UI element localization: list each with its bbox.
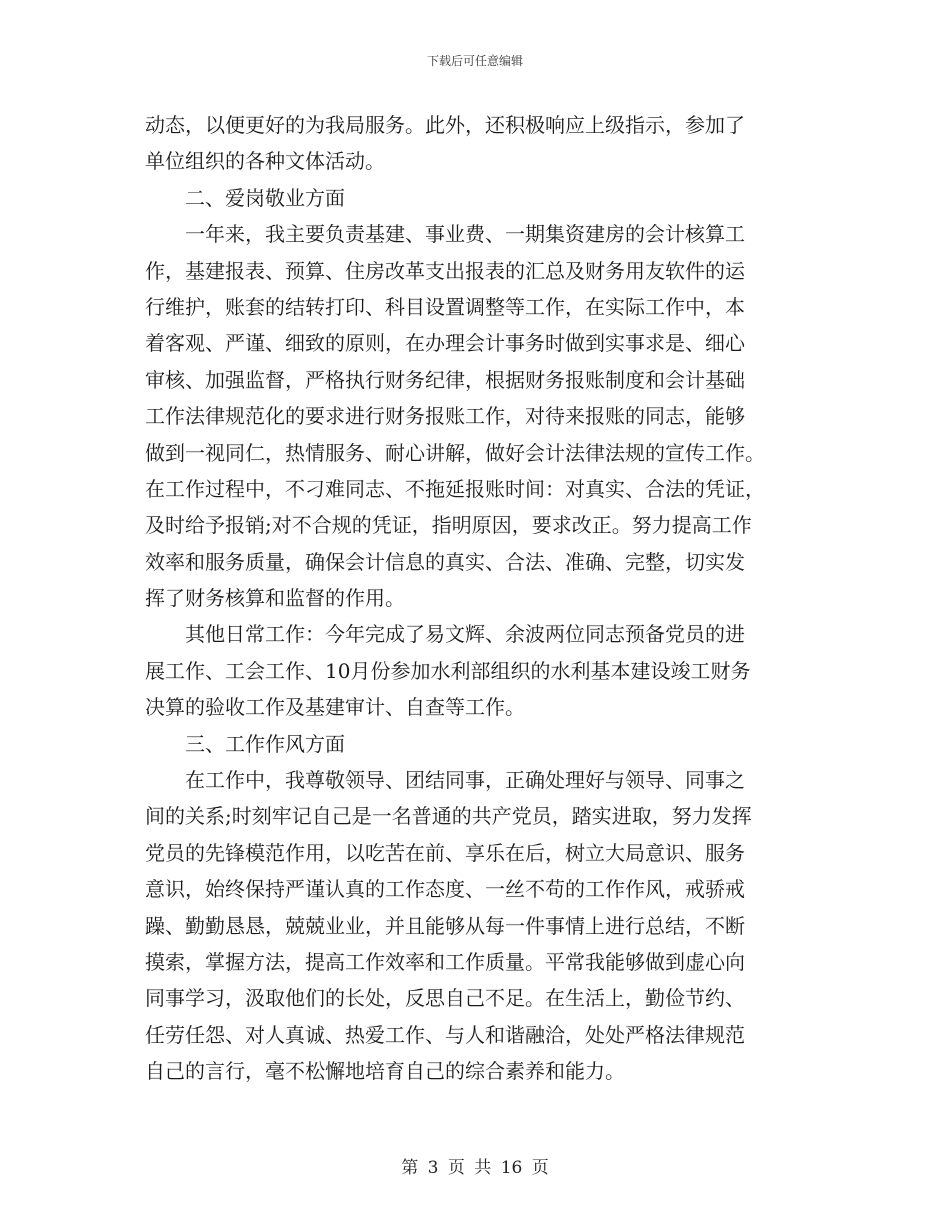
- text-line: 党员的先锋模范作用，以吃苦在前、享乐在后，树立大局意识、服务: [145, 840, 745, 865]
- text-line: 作，基建报表、预算、住房改革支出报表的汇总及财务用友软件的运: [145, 258, 745, 283]
- text-line: 决算的验收工作及基建审计、自查等工作。: [145, 695, 525, 720]
- page-header: 下载后可任意编辑: [426, 54, 523, 68]
- page-footer: 第 3 页 共 16 页: [401, 1158, 549, 1178]
- section-heading: 三、工作作风方面: [185, 731, 345, 756]
- text-line: 一年来，我主要负责基建、事业费、一期集资建房的会计核算工: [185, 222, 745, 247]
- text-line: 及时给予报销;对不合规的凭证，指明原因，要求改正。努力提高工作: [145, 513, 752, 538]
- text-line: 间的关系;时刻牢记自己是一名普通的共产党员，踏实进取，努力发挥: [145, 804, 752, 829]
- text-line: 任劳任怨、对人真诚、热爱工作、与人和谐融洽，处处严格法律规范: [145, 1022, 745, 1047]
- text-line: 躁、勤勤恳恳，兢兢业业，并且能够从每一件事情上进行总结，不断: [145, 913, 745, 938]
- text-line: 效率和服务质量，确保会计信息的真实、合法、准确、完整，切实发: [145, 549, 745, 574]
- text-line: 工作法律规范化的要求进行财务报账工作，对待来报账的同志，能够: [145, 404, 745, 429]
- text-line: 单位组织的各种文体活动。: [145, 149, 385, 174]
- text-line: 同事学习，汲取他们的长处，反思自己不足。在生活上，勤俭节约、: [145, 986, 745, 1011]
- text-line: 着客观、严谨、细致的原则，在办理会计事务时做到实事求是、细心: [145, 331, 745, 356]
- text-line: 做到一视同仁，热情服务、耐心讲解，做好会计法律法规的宣传工作。: [145, 440, 765, 465]
- text-line: 在工作中，我尊敬领导、团结同事，正确处理好与领导、同事之: [185, 768, 745, 793]
- text-line: 自己的言行，毫不松懈地培育自己的综合素养和能力。: [145, 1059, 625, 1084]
- text-line: 动态，以便更好的为我局服务。此外，还积极响应上级指示，参加了: [145, 113, 745, 137]
- text-line: 审核、加强监督，严格执行财务纪律，根据财务报账制度和会计基础: [145, 367, 745, 392]
- text-line: 其他日常工作：今年完成了易文辉、余波两位同志预备党员的进: [185, 622, 745, 647]
- document-body: [145, 107, 805, 1090]
- text-line: 挥了财务核算和监督的作用。: [145, 586, 405, 611]
- section-heading: 二、爱岗敬业方面: [185, 185, 345, 210]
- text-line: 行维护，账套的结转打印、科目设置调整等工作，在实际工作中，本: [145, 294, 745, 319]
- text-line: 在工作过程中，不刁难同志、不拖延报账时间：对真实、合法的凭证，: [145, 476, 765, 501]
- text-line: 摸索，掌握方法，提高工作效率和工作质量。平常我能够做到虚心向: [145, 949, 745, 974]
- text-line: 意识，始终保持严谨认真的工作态度、一丝不苟的工作作风，戒骄戒: [145, 877, 745, 902]
- text-line: 展工作、工会工作、10月份参加水利部组织的水利基本建设竣工财务: [145, 658, 751, 683]
